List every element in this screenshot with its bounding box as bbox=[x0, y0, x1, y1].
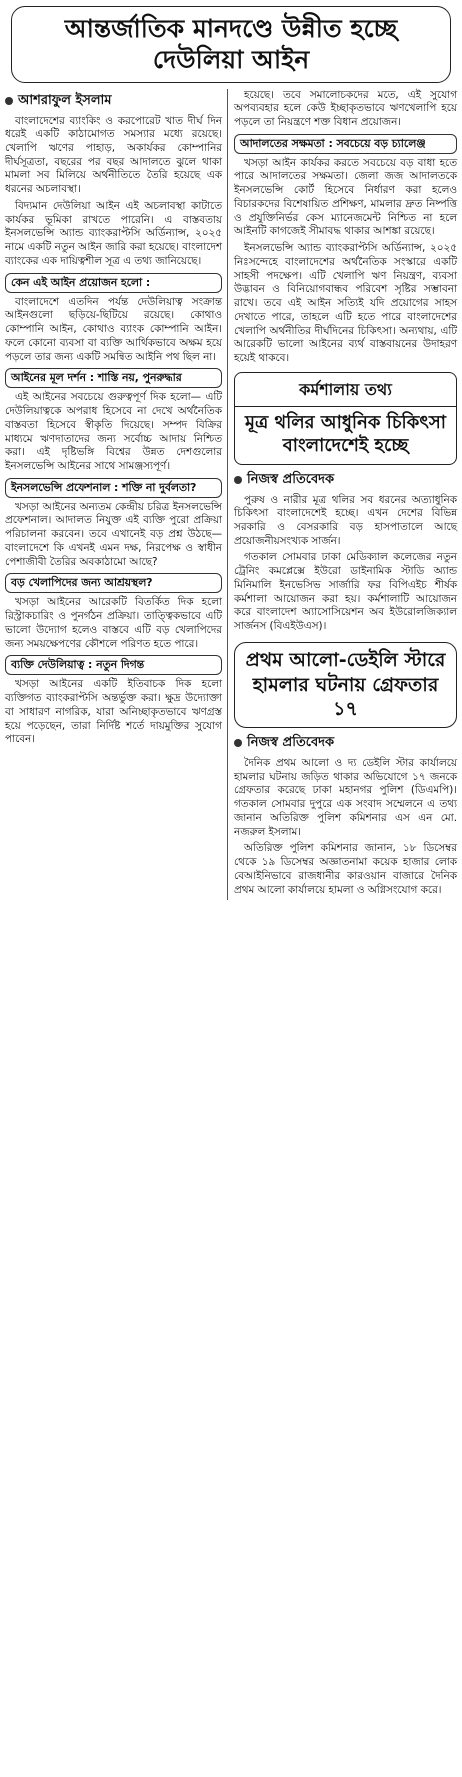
article2-kicker: কর্মশালায় তথ্য bbox=[234, 372, 457, 407]
article1-closing: ইনসলভেন্সি অ্যান্ড ব্যাংকরাপ্টসি অর্ডিন্যান্স, ২০২৫ নিঃসন্দেহে বাংলাদেশের অর্থনৈতিক সংস্কারে একটি সাহসী পদক্ষেপ। এটি খেলাপি ঋণ নিয়ন্ত্রণ, ব্যবসা উদ্ভাবন ও বিনিয়োগবান্ধব পরিবেশ সৃষ্টির সম্ভাবনা রাখে। তবে এই আইন সত্যিই যদি প্রয়োগের সাহস দেখাতে পারে, তাহলে এটি হতে পারে বাংলাদেশের খেলাপি অর্থনীতির দীর্ঘদিনের চিকিৎসা। অন্যথায়, এটি আরেকটি ভালো আইনের ব্যর্থ বাস্তবায়নের উদাহরণ হয়েই থাকবে। bbox=[234, 242, 457, 365]
article1-continuation: হয়েছে। তবে সমালোচকদের মতে, এই সুযোগ অপব্যবহার হলে কেউ ইচ্ছাকৃতভাবে ঋণখেলাপি হয়ে পড়লে তা নিয়ন্ত্রণে শক্ত বিধান প্রয়োজন। bbox=[234, 88, 457, 128]
article3-title: প্রথম আলো-ডেইলি স্টারে হামলার ঘটনায় গ্রেফতার ১৭ bbox=[234, 642, 457, 728]
byline-text: আশরাফুল ইসলাম bbox=[18, 92, 112, 108]
byline-article2 bbox=[234, 470, 457, 491]
section-heading: ইনসলভেন্সি প্রফেশনাল : শক্তি না দুর্বলতা? bbox=[5, 478, 222, 498]
article3-paragraph: দৈনিক প্রথম আলো ও দ্য ডেইলি স্টার কার্যালয়ে হামলার ঘটনায় জড়িত থাকার অভিযোগে ১৭ জনকে গ্রেফতার করেছে ঢাকা মহানগর পুলিশ (ডিএমপি)। গতকাল সোমবার দুপুরে এক সংবাদ সম্মেলনে এ তথ্য জানান অতিরিক্ত পুলিশ কমিশনার এস এন মো. নজরুল ইসলাম। bbox=[234, 756, 457, 838]
byline-article1 bbox=[5, 91, 222, 112]
section-text: খসড়া আইন কার্যকর করতে সবচেয়ে বড় বাধা হতে পারে আদালতের সক্ষমতা। জেলা জজ আদালতকে ইনসলভেন্সি কোর্ট হিসেবে নির্ধারণ করা হলেও বিচারকদের বিশেষায়িত প্রশিক্ষণ, মামলার দ্রুত নিষ্পত্তি ও প্রযুক্তিনির্ভর কেস ম্যানেজমেন্ট নিশ্চিত না হলে আইনটি কাগজেই সীমাবদ্ধ থাকার আশঙ্কা রয়েছে। bbox=[234, 156, 457, 238]
columns bbox=[5, 89, 457, 901]
section-heading: ব্যক্তি দেউলিয়াত্ব : নতুন দিগন্ত bbox=[5, 655, 222, 675]
article2-title: মূত্র থলির আধুনিক চিকিৎসা বাংলাদেশেই হচ্ছে bbox=[234, 407, 457, 465]
article1-paragraph: বাংলাদেশের ব্যাংকিং ও করপোরেট খাত দীর্ঘ দিন ধরেই একটি কাঠামোগত সমস্যার মধ্যে রয়েছে। খেলাপি ঋণের পাহাড়, অকার্যকর কোম্পানির দীর্ঘসূত্রতা, বছরের পর বছর আদালতে ঝুলে থাকা মামলা সব মিলিয়ে অর্থনীতিতে তৈরি হয়েছে এক ধরনের অচলাবস্থা। bbox=[5, 114, 222, 196]
byline-text: নিজস্ব প্রতিবেদক bbox=[247, 734, 335, 750]
right-column bbox=[234, 89, 457, 901]
bullet-icon bbox=[234, 739, 242, 747]
section-text: খসড়া আইনের আরেকটি বিতর্কিত দিক হলো রিস্ট্রাকচারিং ও পুনর্গঠন প্রক্রিয়া। তাত্ত্বিকভাবে এটি ভালো উদ্যোগ হলেও বাস্তবে এটি বড় খেলাপিদের জন্য সময়ক্ষেপণের কৌশলে পরিণত হতে পারে। bbox=[5, 596, 222, 650]
section-heading: বড় খেলাপিদের জন্য আশ্রয়স্থল? bbox=[5, 573, 222, 593]
bullet-icon bbox=[5, 97, 13, 105]
section-text: বাংলাদেশে এতদিন পর্যন্ত দেউলিয়াত্ব সংক্রান্ত আইনগুলো ছড়িয়ে-ছিটিয়ে রয়েছে। কোথাও কোম্পানি আইন, কোথাও ব্যাংক কোম্পানি আইন। ফলে কোনো ব্যবসা বা ব্যক্তি আর্থিকভাবে অক্ষম হয়ে পড়লে তার জন্য একটি সমন্বিত আইনি পথ ছিল না। bbox=[5, 295, 222, 363]
section-heading: আদালতের সক্ষমতা : সবচেয়ে বড় চ্যালেঞ্জ bbox=[234, 134, 457, 154]
section-text: খসড়া আইনের অন্যতম কেন্দ্রীয় চরিত্র ইনসলভেন্সি প্রফেশনাল। আদালত নিযুক্ত এই ব্যক্তি পুরো প্রক্রিয়া পরিচালনা করবেন। তবে এখানেই বড় প্রশ্ন উঠছে— বাংলাদেশে কি এখনই এমন দক্ষ, নিরপেক্ষ ও স্বাধীন পেশাজীবী তৈরির অবকাঠামো আছে? bbox=[5, 500, 222, 568]
article1-paragraph: বিদ্যমান দেউলিয়া আইন এই অচলাবস্থা কাটাতে কার্যকর ভূমিকা রাখতে পারেনি। এ বাস্তবতায় ইনসলভেন্সি অ্যান্ড ব্যাংকরাপ্টসি অর্ডিন্যান্স, ২০২৫ নামে একটি নতুন আইন জারি করা হয়েছে। বাংলাদেশ ব্যাংকের এক দায়িত্বশীল সূত্র এ তথ্য জানিয়েছে। bbox=[5, 199, 222, 267]
section-text: এই আইনের সবচেয়ে গুরুত্বপূর্ণ দিক হলো— এটি দেউলিয়াত্বকে অপরাধ হিসেবে না দেখে অর্থনৈতিক বাস্তবতা হিসেবে স্বীকৃতি দিয়েছে। সম্পদ বিক্রির মাধ্যমে ঋণদাতাদের জন্য সর্বোচ্চ আদায় নিশ্চিত করা। এই দৃষ্টিভঙ্গি বিশ্বের উন্নত দেশগুলোর ইনসলভেন্সি আইনের সাথে সামঞ্জস্যপূর্ণ। bbox=[5, 391, 222, 472]
section-text: খসড়া আইনের একটি ইতিবাচক দিক হলো ব্যক্তিগত ব্যাংকরাপ্টসি অন্তর্ভুক্ত করা। ক্ষুদ্র উদ্যোক্তা বা সাধারণ নাগরিক, যারা অনিচ্ছাকৃতভাবে ঋণগ্রস্ত হয়ে পড়েছেন, তারা নির্দিষ্ট শর্তে দায়মুক্তির সুযোগ পাবেন। bbox=[5, 678, 222, 746]
bullet-icon bbox=[234, 476, 242, 484]
headline: আন্তর্জাতিক মানদণ্ডে উন্নীত হচ্ছে দেউলিয়া আইন bbox=[11, 6, 451, 83]
byline-article3 bbox=[234, 733, 457, 754]
article3-paragraph: অতিরিক্ত পুলিশ কমিশনার জানান, ১৮ ডিসেম্বর থেকে ১৯ ডিসেম্বর অজ্ঞাতনামা কয়েক হাজার লোক বেআইনিভাবে রাজধানীর কারওয়ান বাজারে দৈনিক প্রথম আলো কার্যালয়ে হামলা ও অগ্নিসংযোগ করে। bbox=[234, 842, 457, 896]
section-heading: আইনের মূল দর্শন : শাস্তি নয়, পুনরুদ্ধার bbox=[5, 368, 222, 388]
byline-text: নিজস্ব প্রতিবেদক bbox=[247, 471, 335, 487]
left-column bbox=[5, 89, 228, 901]
article2-paragraph: গতকাল সোমবার ঢাকা মেডিক্যাল কলেজের নতুন ট্রেনিং কমপ্লেক্সে ইউরো ডাইনামিক স্টাডি অ্যান্ড মিনিমালি ইনভেসিভ সার্জারি ফর বিপিএইচ শীর্ষক কর্মশালা আয়োজন করা হয়। কর্মশালাটি আয়োজন করে বাংলাদেশ অ্যাসোসিয়েশন অব ইউরোলজিক্যাল সার্জনস (বিএইউএস)। bbox=[234, 551, 457, 633]
section-heading: কেন এই আইন প্রয়োজন হলো : bbox=[5, 273, 222, 293]
article2-paragraph: পুরুষ ও নারীর মূত্র থলির সব ধরনের অত্যাধুনিক চিকিৎসা বাংলাদেশেই হচ্ছে। এখন দেশের বিভিন্ন সরকারি ও বেসরকারি বড় হাসপাতালে আছে প্রয়োজনীয়সংখ্যক সার্জন। bbox=[234, 493, 457, 547]
